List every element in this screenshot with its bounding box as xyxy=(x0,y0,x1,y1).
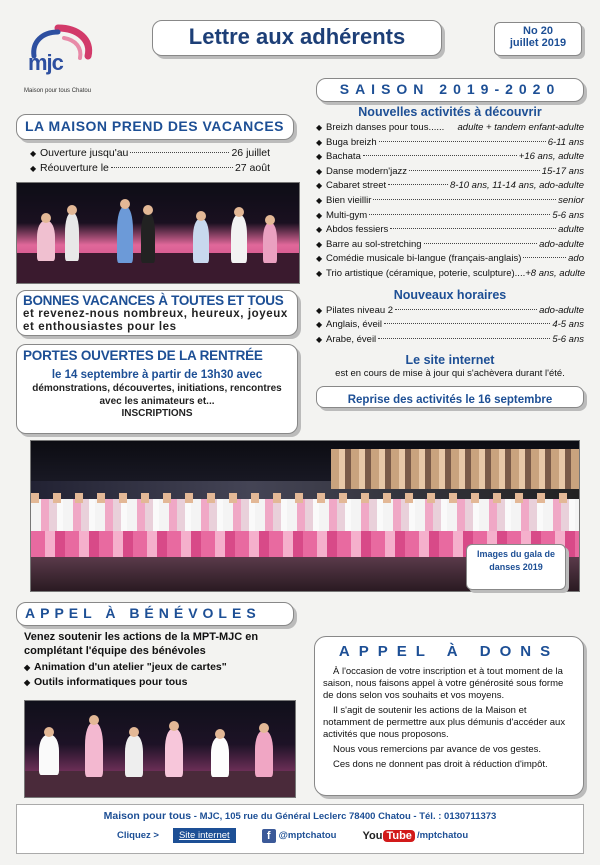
bonnes-vacances-text: et revenez-nous nombreux, heureux, joyeux et enthousiastes pour les xyxy=(23,308,288,333)
dons-p4: Ces dons ne donnent pas droit à réduction d'impôt. xyxy=(333,759,548,770)
activity-item: ◆ Buga breizh 6-11 ans xyxy=(316,136,584,151)
diamond-icon: ◆ xyxy=(316,268,323,278)
diamond-icon: ◆ xyxy=(316,305,323,315)
diamond-icon: ◆ xyxy=(316,152,323,162)
diamond-icon: ◆ xyxy=(316,254,323,264)
activity-item: ◆ Trio artistique (céramique, poterie, sculpture).... +8 ans, adulte xyxy=(316,267,584,282)
portes-ouvertes-date: le 14 septembre à partir de 13h30 avec xyxy=(51,369,263,381)
portes-ouvertes-details: démonstrations, découvertes, initiations, rencontres avec les animateurs et... xyxy=(32,383,282,407)
mjc-logo xyxy=(18,22,98,104)
activities-list xyxy=(316,121,584,282)
diamond-icon: ◆ xyxy=(316,334,323,344)
horaire-item: ◆ Arabe, éveil 5-6 ans xyxy=(316,333,584,348)
logo-subtitle: Maison pour tous Chatou xyxy=(24,88,92,94)
horaire-item: ◆ Anglais, éveil 4-5 ans xyxy=(316,318,584,333)
benevoles-item: ◆ Outils informatiques pour tous xyxy=(24,676,188,688)
dons-p3: Nous vous remercions par avance de vos gestes. xyxy=(333,744,542,755)
footer-links xyxy=(17,828,583,843)
vacances-title-box xyxy=(16,114,294,140)
activity-item: ◆ Multi-gym 5-6 ans xyxy=(316,209,584,224)
vacances-title: LA MAISON PREND DES VACANCES xyxy=(25,118,285,134)
facebook-icon[interactable]: f xyxy=(262,829,276,843)
newsletter-title: Lettre aux adhérents xyxy=(152,20,442,56)
dons-p1: À l'occasion de votre inscription et à tout moment de la saison, nous faisons appel à votre générosité sous forme de dons selon vos souhaits et vos moyens. xyxy=(323,666,564,701)
benevoles-item: ◆ Animation d'un atelier "jeux de cartes" xyxy=(24,661,227,673)
activity-item: ◆ Bachata +16 ans, adulte xyxy=(316,150,584,165)
benevoles-title-box xyxy=(16,602,294,626)
gala-caption-box xyxy=(466,544,566,590)
dons-title: APPEL À DONS xyxy=(338,643,560,660)
activity-item: ◆ Barre au sol-stretching ado-adulte xyxy=(316,238,584,253)
site-internet-link[interactable]: Site internet xyxy=(173,828,236,843)
facebook-handle[interactable]: @mptchatou xyxy=(278,830,337,841)
diamond-icon: ◆ xyxy=(24,663,31,672)
benevoles-list xyxy=(24,660,294,690)
site-internet-title: Le site internet xyxy=(405,353,495,368)
saison-title: SAISON 2019-2020 xyxy=(339,81,561,97)
activity-item: ◆ Bien vieillir senior xyxy=(316,194,584,209)
reprise-box xyxy=(316,386,584,408)
diamond-icon: ◆ xyxy=(316,320,323,330)
horaire-item: ◆ Pilates niveau 2 ado-adulte xyxy=(316,304,584,319)
youtube-handle[interactable]: /mptchatou xyxy=(416,830,469,841)
activity-item: ◆ Breizh danses pour tous...... adulte + tandem enfant-adulte xyxy=(316,121,584,136)
diamond-icon: ◆ xyxy=(316,225,323,235)
dance-photo-1 xyxy=(16,182,300,284)
portes-ouvertes-box xyxy=(16,344,298,434)
diamond-icon: ◆ xyxy=(316,195,323,205)
site-internet-text: est en cours de mise à jour qui s'achèvera durant l'été. xyxy=(335,368,565,380)
activity-item: ◆ Cabaret street 8-10 ans, 11-14 ans, ado-adulte xyxy=(316,179,584,194)
diamond-icon: ◆ xyxy=(316,123,323,132)
diamond-icon: ◆ xyxy=(24,678,31,687)
diamond-icon: ◆ xyxy=(316,239,323,249)
bonnes-vacances-title: BONNES VACANCES À TOUTES ET TOUS xyxy=(23,293,284,308)
saison-panel xyxy=(316,104,584,380)
dance-photo-2 xyxy=(24,700,296,798)
nouvelles-activites-title: Nouvelles activités à découvrir xyxy=(358,105,542,119)
diamond-icon: ◆ xyxy=(316,181,323,191)
diamond-icon: ◆ xyxy=(316,166,323,176)
nouveaux-horaires-title: Nouveaux horaires xyxy=(393,287,507,302)
diamond-icon: ◆ xyxy=(30,149,37,158)
diamond-icon: ◆ xyxy=(316,210,323,220)
vacances-list xyxy=(30,146,270,176)
activity-item: ◆ Abdos fessiers adulte xyxy=(316,223,584,238)
activity-item: ◆ Comédie musicale bi-langue (français-anglais) ado xyxy=(316,252,584,267)
vacances-item-ouverture: ◆ Ouverture jusqu'au 26 juillet xyxy=(30,147,270,159)
dons-p2: Il s'agit de soutenir les actions de la Maison et notamment de permettre aux plus démunis d'accéder aux activités que nous proposons. xyxy=(323,705,566,740)
issue-number: No 20 xyxy=(523,25,553,37)
diamond-icon: ◆ xyxy=(30,164,37,173)
saison-title-box xyxy=(316,78,584,102)
gala-caption: Images du gala de danses 2019 xyxy=(476,549,556,572)
benevoles-title: APPEL À BÉNÉVOLES xyxy=(25,605,261,621)
cliquez-label: Cliquez > xyxy=(117,830,159,841)
diamond-icon: ◆ xyxy=(316,137,323,147)
vacances-item-reouverture: ◆ Réouverture le 27 août xyxy=(30,162,270,174)
benevoles-intro: Venez soutenir les actions de la MPT-MJC en complétant l'équipe des bénévoles xyxy=(24,631,259,657)
activity-item: ◆ Danse modern'jazz 15-17 ans xyxy=(316,165,584,180)
portes-ouvertes-title: PORTES OUVERTES DE LA RENTRÉE xyxy=(23,348,263,363)
dons-box xyxy=(314,636,584,796)
footer xyxy=(16,804,584,854)
logo-text: mjc xyxy=(28,50,63,75)
bonnes-vacances-box xyxy=(16,290,298,336)
portes-ouvertes-inscriptions: INSCRIPTIONS xyxy=(121,408,193,419)
footer-address: Maison pour tous - MJC, 105 rue du Général Leclerc 78400 Chatou - Tél. : 0130711373 xyxy=(103,810,497,822)
horaires-list xyxy=(316,304,584,348)
issue-box xyxy=(494,22,582,56)
issue-date: juillet 2019 xyxy=(509,37,567,49)
youtube-icon[interactable]: You Tube xyxy=(363,830,415,842)
reprise-text: Reprise des activités le 16 septembre xyxy=(347,394,553,406)
